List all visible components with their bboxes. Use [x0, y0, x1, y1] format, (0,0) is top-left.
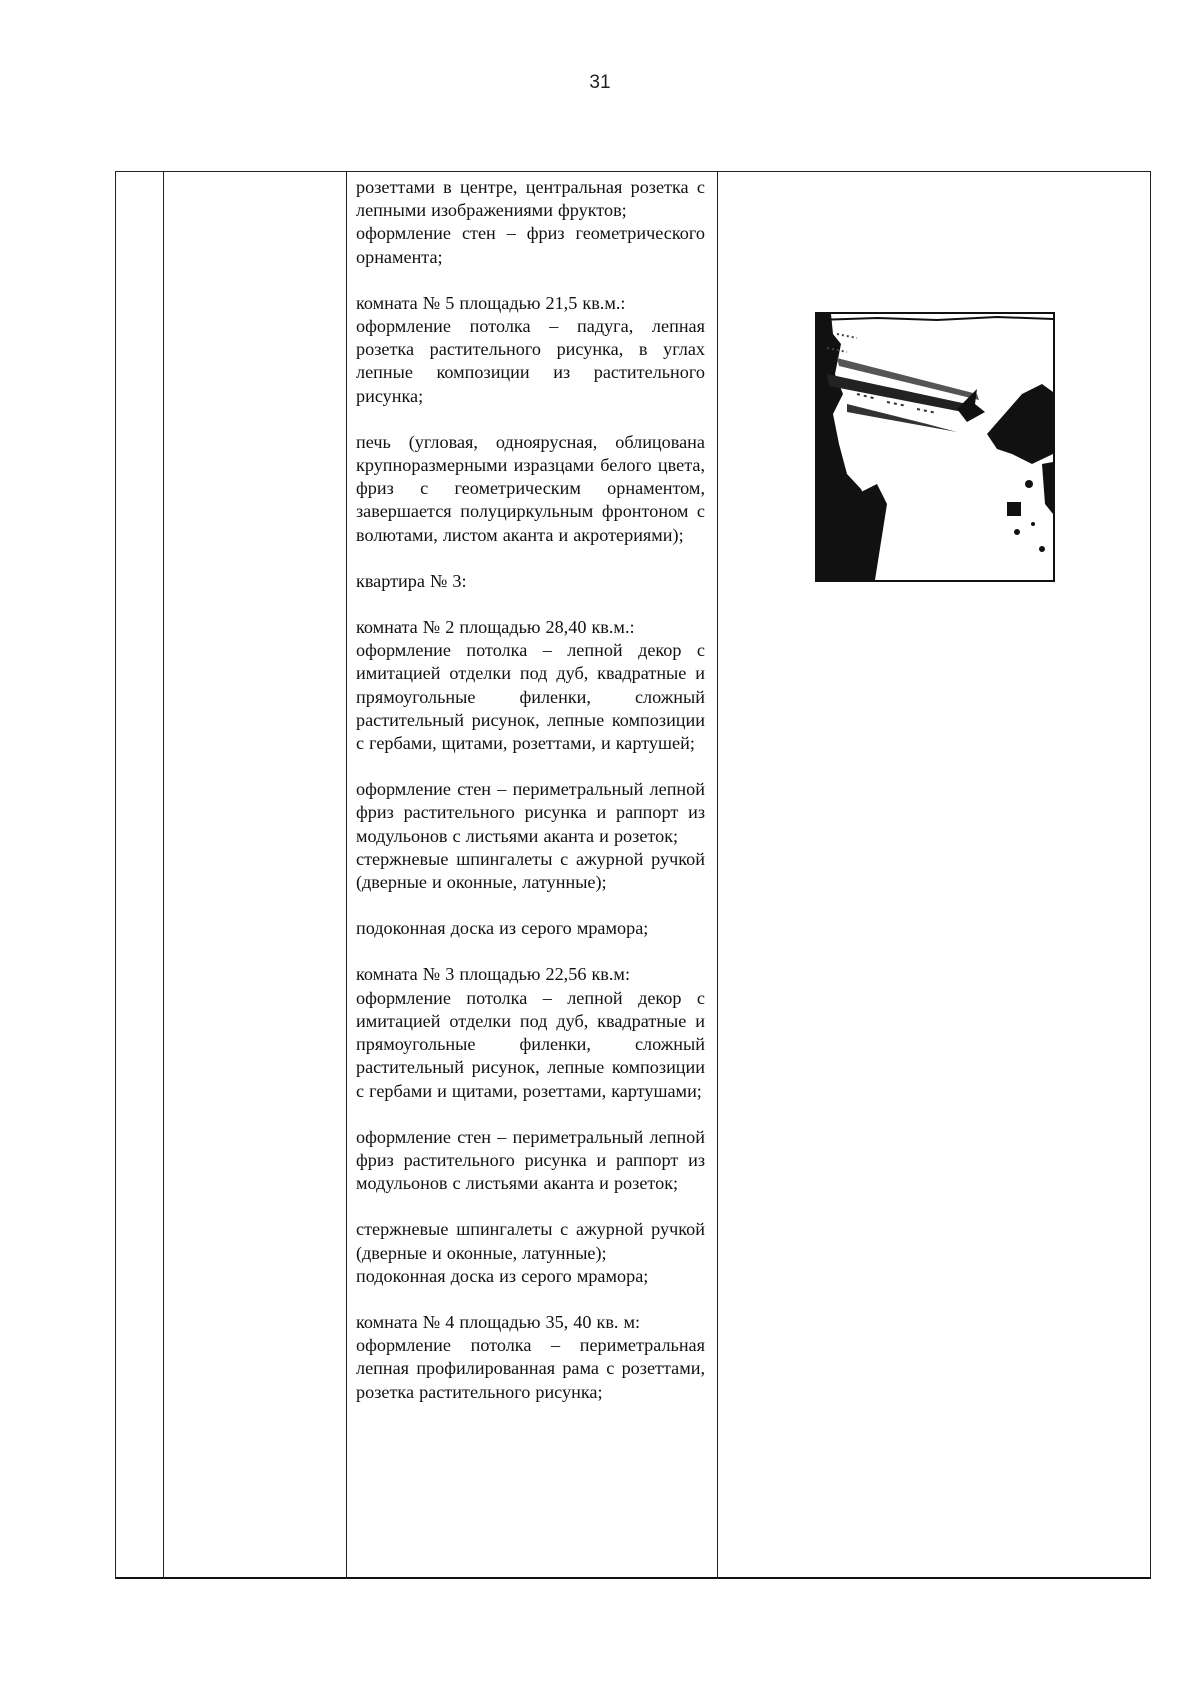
paragraph: розеттами в центре, центральная розетка с лепными изображениями фруктов; [356, 177, 705, 221]
paragraph: оформление стен – фриз геометрического орнамента; [356, 223, 705, 267]
paragraph: оформление потолка – лепной декор с имитацией отделки под дуб, квадратные и прямоугольные филенки, сложный растительный рисунок, лепные композиции с гербами, щитами, розеттами, и картушей; [356, 640, 705, 754]
paragraph: стержневые шпингалеты с ажурной ручкой (дверные и оконные, латунные); [356, 848, 705, 893]
paragraph: оформление потолка – периметральная лепная профилированная рама с розеттами, розетка растительного рисунка; [356, 1335, 705, 1402]
paragraph: оформление потолка – лепной декор с имитацией отделки под дуб, квадратные и прямоугольные филенки, сложный растительный рисунок, лепные композиции с гербами и щитами, розеттами, картушами; [356, 987, 705, 1101]
paragraph: подоконная доска из серого мрамора; [356, 1265, 649, 1286]
paragraph: печь (угловая, одноярусная, облицована крупноразмерными изразцами белого цвета, фриз с геометрическим орнаментом, завершается полуциркульным фронтоном с волютами, листом аканта и акротериями); [356, 431, 705, 545]
stove-photo [815, 312, 1055, 582]
room-heading: комната № 5 площадью 21,5 кв.м.: [356, 292, 626, 313]
paragraph: оформление потолка – падуга, лепная розетка растительного рисунка, в углах лепные композиции из растительного рисунка; [356, 316, 705, 406]
room-heading: комната № 2 площадью 28,40 кв.м.: [356, 617, 635, 638]
paragraph: оформление стен – периметральный лепной фриз растительного рисунка и раппорт из модульонов с листьями аканта и розеток; [356, 779, 705, 846]
column-divider [346, 172, 347, 1577]
photo-image [817, 314, 1053, 580]
paragraph: оформление стен – периметральный лепной фриз растительного рисунка и раппорт из модульонов с листьями аканта и розеток; [356, 1126, 705, 1194]
column-divider [163, 172, 164, 1577]
description-cell [356, 176, 705, 1404]
column-divider [717, 172, 718, 1577]
room-heading: комната № 4 площадью 35, 40 кв. м: [356, 1311, 641, 1332]
apartment-heading: квартира № 3: [356, 570, 467, 591]
paragraph: подоконная доска из серого мрамора; [356, 918, 649, 939]
paragraph: стержневые шпингалеты с ажурной ручкой (дверные и оконные, латунные); [356, 1219, 705, 1263]
object-table [115, 171, 1151, 1579]
page-number: 31 [589, 72, 611, 93]
room-heading: комната № 3 площадью 22,56 кв.м: [356, 964, 630, 985]
